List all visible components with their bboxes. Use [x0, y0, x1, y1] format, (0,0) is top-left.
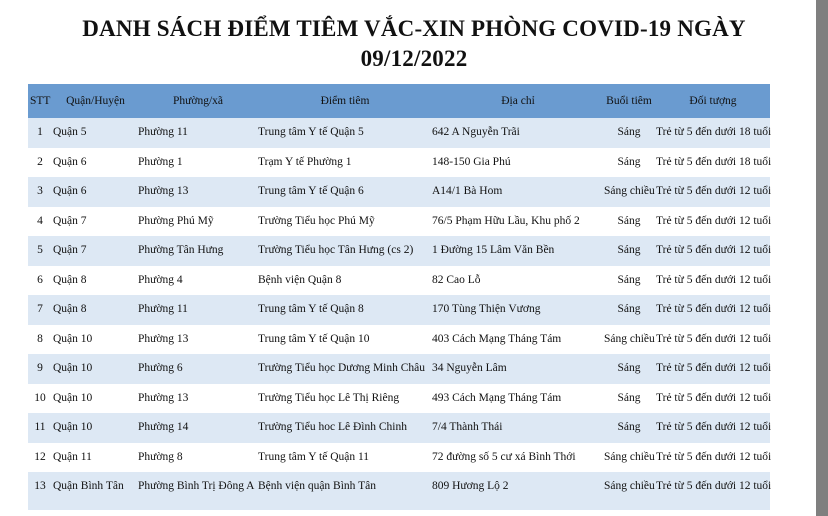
cell-district: Quận 10 [53, 332, 93, 345]
cell-stt: 13 [34, 480, 46, 492]
cell-site: Trung tâm Y tế Quận 8 [258, 303, 364, 315]
cell-district: Quận 6 [53, 155, 87, 168]
cell-address: 170 Tùng Thiện Vương [432, 303, 541, 315]
table-row [28, 384, 770, 414]
cell-ward: Phường 13 [138, 391, 189, 404]
cell-address: 76/5 Phạm Hữu Lầu, Khu phố 2 [432, 214, 580, 227]
cell-site: Trường Tiểu hoc Lê Đình Chinh [258, 421, 407, 433]
vertical-scrollbar[interactable] [816, 0, 828, 516]
cell-ward: Phường 14 [138, 421, 189, 433]
title-line-2-date: 09/12/2022 [360, 46, 468, 71]
table-row [28, 472, 770, 510]
cell-site: Trường Tiểu học Tân Hưng (cs 2) [258, 244, 414, 256]
cell-district: Quận 8 [53, 273, 87, 286]
cell-address: A14/1 Bà Hom [432, 185, 503, 197]
header-target: Đối tượng [689, 95, 737, 107]
cell-target: Trẻ từ 5 đến dưới 12 tuổi [656, 303, 772, 315]
table-row [28, 354, 770, 384]
cell-session: Sáng [617, 244, 641, 256]
cell-target: Trẻ từ 5 đến dưới 18 tuổi [656, 155, 772, 168]
cell-session: Sáng [617, 303, 641, 315]
cell-target: Trẻ từ 5 đến dưới 12 tuổi [656, 480, 772, 492]
cell-stt: 10 [34, 391, 46, 404]
cell-session: Sáng chiều [604, 450, 655, 463]
cell-target: Trẻ từ 5 đến dưới 12 tuổi [656, 450, 772, 463]
cell-district: Quận 5 [53, 126, 87, 138]
cell-address: 72 đường số 5 cư xá Bình Thới [432, 450, 576, 463]
cell-district: Quận 7 [53, 214, 87, 227]
cell-ward: Phường 13 [138, 185, 189, 197]
cell-session: Sáng [617, 155, 641, 168]
cell-address: 403 Cách Mạng Tháng Tám [432, 332, 562, 345]
cell-target: Trẻ từ 5 đến dưới 12 tuổi [656, 421, 772, 433]
cell-session: Sáng [617, 126, 641, 138]
cell-address: 34 Nguyễn Lâm [432, 362, 507, 374]
cell-ward: Phường 11 [138, 303, 188, 315]
cell-target: Trẻ từ 5 đến dưới 12 tuổi [656, 273, 772, 286]
table-row [28, 325, 770, 355]
cell-district: Quận 10 [53, 421, 93, 433]
cell-session: Sáng chiều [604, 480, 655, 492]
table-row [28, 295, 770, 325]
cell-ward: Phường 4 [138, 273, 183, 286]
cell-site: Trường Tiểu học Dương Minh Châu [258, 362, 426, 374]
cell-session: Sáng [617, 362, 641, 374]
header-ward: Phường/xã [172, 95, 223, 107]
cell-stt: 3 [37, 185, 43, 197]
table-row [28, 148, 770, 178]
cell-address: 809 Hương Lộ 2 [432, 480, 509, 492]
cell-session: Sáng [617, 214, 641, 227]
header-session: Buổi tiêm [606, 95, 652, 107]
cell-stt: 8 [37, 332, 43, 345]
cell-site: Trung tâm Y tế Quận 6 [258, 185, 364, 197]
cell-ward: Phường 11 [138, 126, 188, 138]
cell-stt: 7 [37, 303, 43, 315]
cell-target: Trẻ từ 5 đến dưới 12 tuổi [656, 391, 772, 404]
cell-address: 82 Cao Lỗ [432, 273, 481, 286]
cell-site: Trường Tiểu học Lê Thị Riêng [258, 391, 400, 404]
cell-ward: Phường Phú Mỹ [138, 214, 214, 227]
cell-address: 7/4 Thành Thái [432, 421, 503, 433]
cell-stt: 4 [37, 214, 43, 227]
cell-site: Trường Tiểu học Phú Mỹ [258, 214, 375, 227]
cell-stt: 9 [37, 362, 43, 374]
vaccination-sites-table [28, 84, 770, 510]
cell-site: Bệnh viện Quận 8 [258, 273, 342, 286]
cell-district: Quận 10 [53, 391, 93, 404]
cell-site: Trung tâm Y tế Quận 11 [258, 450, 370, 463]
cell-ward: Phường 8 [138, 450, 183, 463]
cell-session: Sáng chiều [604, 332, 655, 345]
table-row [28, 236, 770, 266]
table-row [28, 266, 770, 296]
cell-address: 1 Đường 15 Lâm Văn Bền [432, 244, 555, 256]
cell-address: 493 Cách Mạng Tháng Tám [432, 391, 562, 404]
cell-address: 148-150 Gia Phú [432, 155, 511, 168]
cell-session: Sáng chiều [604, 185, 655, 197]
cell-ward: Phường 6 [138, 362, 183, 374]
cell-site: Trạm Y tế Phường 1 [258, 155, 352, 168]
document-title [0, 14, 828, 74]
header-site: Điểm tiêm [320, 95, 370, 107]
cell-target: Trẻ từ 5 đến dưới 12 tuổi [656, 185, 772, 197]
cell-target: Trẻ từ 5 đến dưới 12 tuổi [656, 244, 772, 256]
cell-target: Trẻ từ 5 đến dưới 12 tuổi [656, 214, 772, 227]
header-address: Địa chỉ [501, 95, 535, 107]
cell-stt: 2 [37, 155, 43, 168]
header-district: Quận/Huyện [66, 95, 125, 107]
cell-target: Trẻ từ 5 đến dưới 12 tuổi [656, 332, 772, 345]
cell-session: Sáng [617, 421, 641, 433]
cell-district: Quận 7 [53, 244, 87, 256]
cell-site: Trung tâm Y tế Quận 10 [258, 332, 370, 345]
cell-site: Trung tâm Y tế Quận 5 [258, 126, 364, 138]
cell-target: Trẻ từ 5 đến dưới 12 tuổi [656, 362, 772, 374]
cell-district: Quận 6 [53, 185, 87, 197]
cell-session: Sáng [617, 391, 641, 404]
cell-ward: Phường Bình Trị Đông A [138, 480, 255, 492]
cell-district: Quận 8 [53, 303, 87, 315]
table-row [28, 443, 770, 473]
table-row [28, 207, 770, 237]
table-row [28, 413, 770, 443]
cell-ward: Phường 13 [138, 332, 189, 345]
cell-site: Bệnh viện quận Bình Tân [258, 480, 376, 492]
table-header [28, 84, 770, 118]
cell-stt: 6 [37, 273, 43, 286]
table-row [28, 118, 770, 148]
cell-ward: Phường Tân Hưng [138, 244, 224, 256]
cell-session: Sáng [617, 273, 641, 286]
cell-district: Quận 10 [53, 362, 93, 374]
table-row [28, 177, 770, 207]
cell-target: Trẻ từ 5 đến dưới 18 tuổi [656, 126, 772, 138]
cell-ward: Phường 1 [138, 155, 183, 168]
cell-stt: 1 [37, 126, 43, 138]
cell-district: Quận 11 [53, 450, 92, 463]
header-stt: STT [30, 95, 51, 107]
cell-stt: 12 [34, 450, 46, 463]
cell-address: 642 A Nguyễn Trãi [432, 126, 520, 138]
title-line-1: DANH SÁCH ĐIỂM TIÊM VẮC-XIN PHÒNG COVID-19 NGÀY [82, 16, 746, 41]
cell-stt: 5 [37, 244, 43, 256]
cell-district: Quận Bình Tân [53, 480, 124, 492]
cell-stt: 11 [34, 421, 46, 433]
